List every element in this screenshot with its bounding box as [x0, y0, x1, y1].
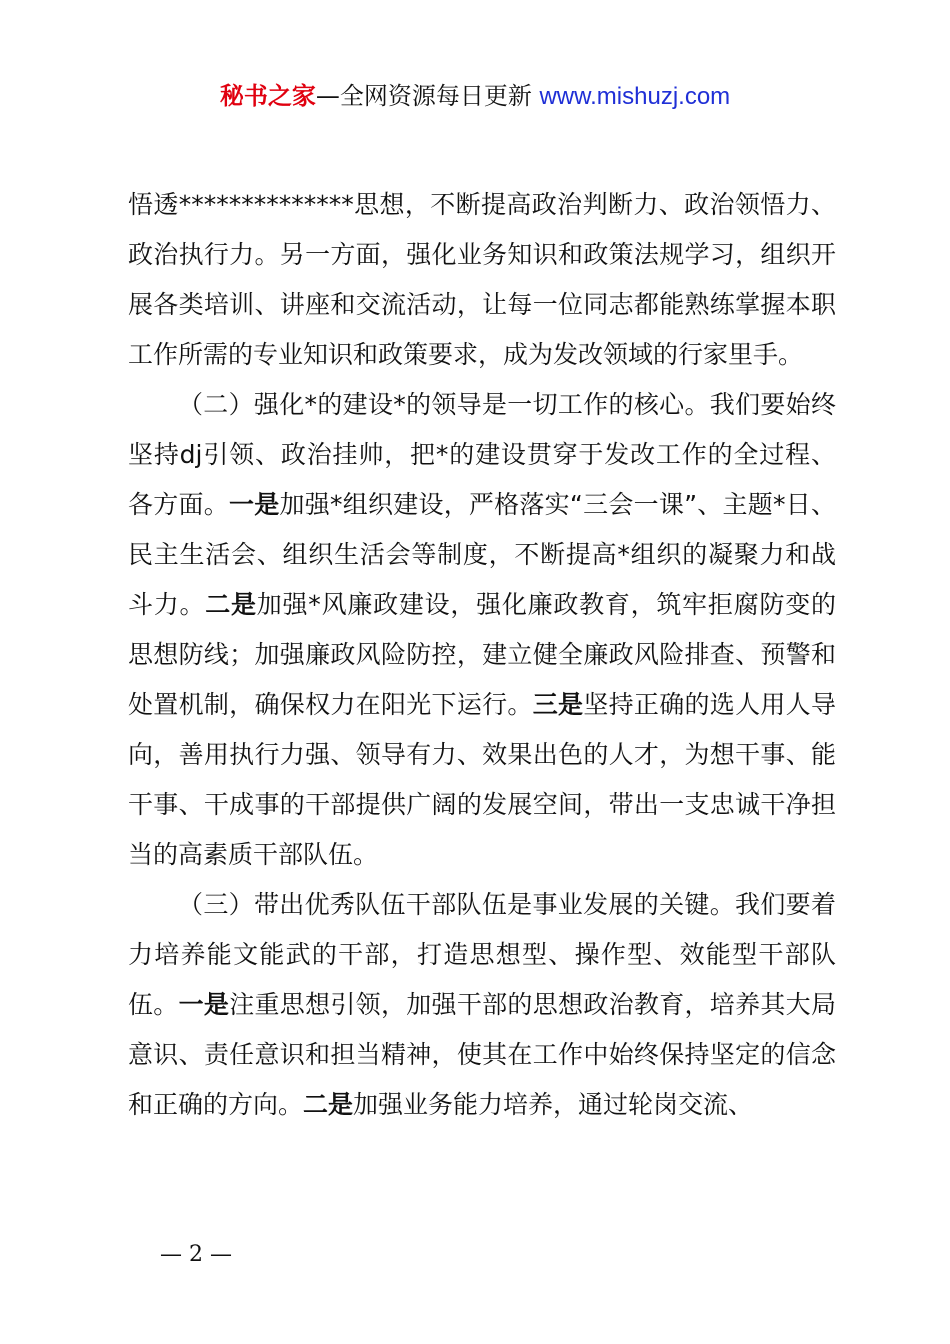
page-number: — 2 —	[160, 1242, 232, 1267]
paragraph-text: 加强业务能力培养，通过轮岗交流、	[353, 1090, 754, 1119]
bold-marker-second: 二是	[303, 1090, 354, 1119]
site-url-link[interactable]: www.mishuzj.com	[539, 83, 731, 110]
paragraph-text: 加强*风廉政建设，强化廉政教育，筑牢拒腐防变的思想防线；加强廉政风险防控，建立健全廉政风险排查、预警和处置机制，确保权力在阳光下运行。	[128, 590, 836, 719]
site-banner	[0, 80, 950, 113]
paragraph-strengthen-party	[128, 380, 836, 880]
bold-marker-first: 一是	[228, 490, 280, 519]
paragraph-build-team	[128, 880, 836, 1130]
paragraph-text: 加强*组织建设，严格落实“三会一课”、主题*日、民主生活会、组织生活会等制度，不断提高*组织的凝聚力和战斗力。	[128, 490, 836, 619]
bold-marker-second: 二是	[205, 590, 257, 619]
paragraph-text: 坚持正确的选人用人导向，善用执行力强、领导有力、效果出色的人才，为想干事、能干事、干成事的干部提供广阔的发展空间，带出一支忠诚干净担当的高素质干部队伍。	[128, 690, 836, 869]
paragraph-continuation	[128, 180, 836, 380]
paragraph-text: （二）强化*的建设*的领导是一切工作的核心。我们要始终坚持dj引领、政治挂帅，把*的建设贯穿于发改工作的全过程、各方面。	[128, 390, 836, 519]
brand-name: 秘书之家	[219, 82, 316, 110]
document-body	[128, 180, 836, 1130]
paragraph-text: 悟透**************思想，不断提高政治判断力、政治领悟力、政治执行力。另一方面，强化业务知识和政策法规学习，组织开展各类培训、讲座和交流活动，让每一位同志都能熟练掌握本职工作所需的专业知识和政策要求，成为发改领域的行家里手。	[128, 190, 836, 369]
paragraph-text: （三）带出优秀队伍干部队伍是事业发展的关键。我们要着力培养能文能武的干部，打造思想型、操作型、效能型干部队伍。	[128, 890, 836, 1019]
bold-marker-first: 一是	[178, 990, 230, 1019]
paragraph-text: 注重思想引领，加强干部的思想政治教育，培养其大局意识、责任意识和担当精神，使其在工作中始终保持坚定的信念和正确的方向。	[128, 990, 836, 1119]
bold-marker-third: 三是	[532, 690, 584, 719]
banner-slogan: —全网资源每日更新	[315, 82, 532, 110]
